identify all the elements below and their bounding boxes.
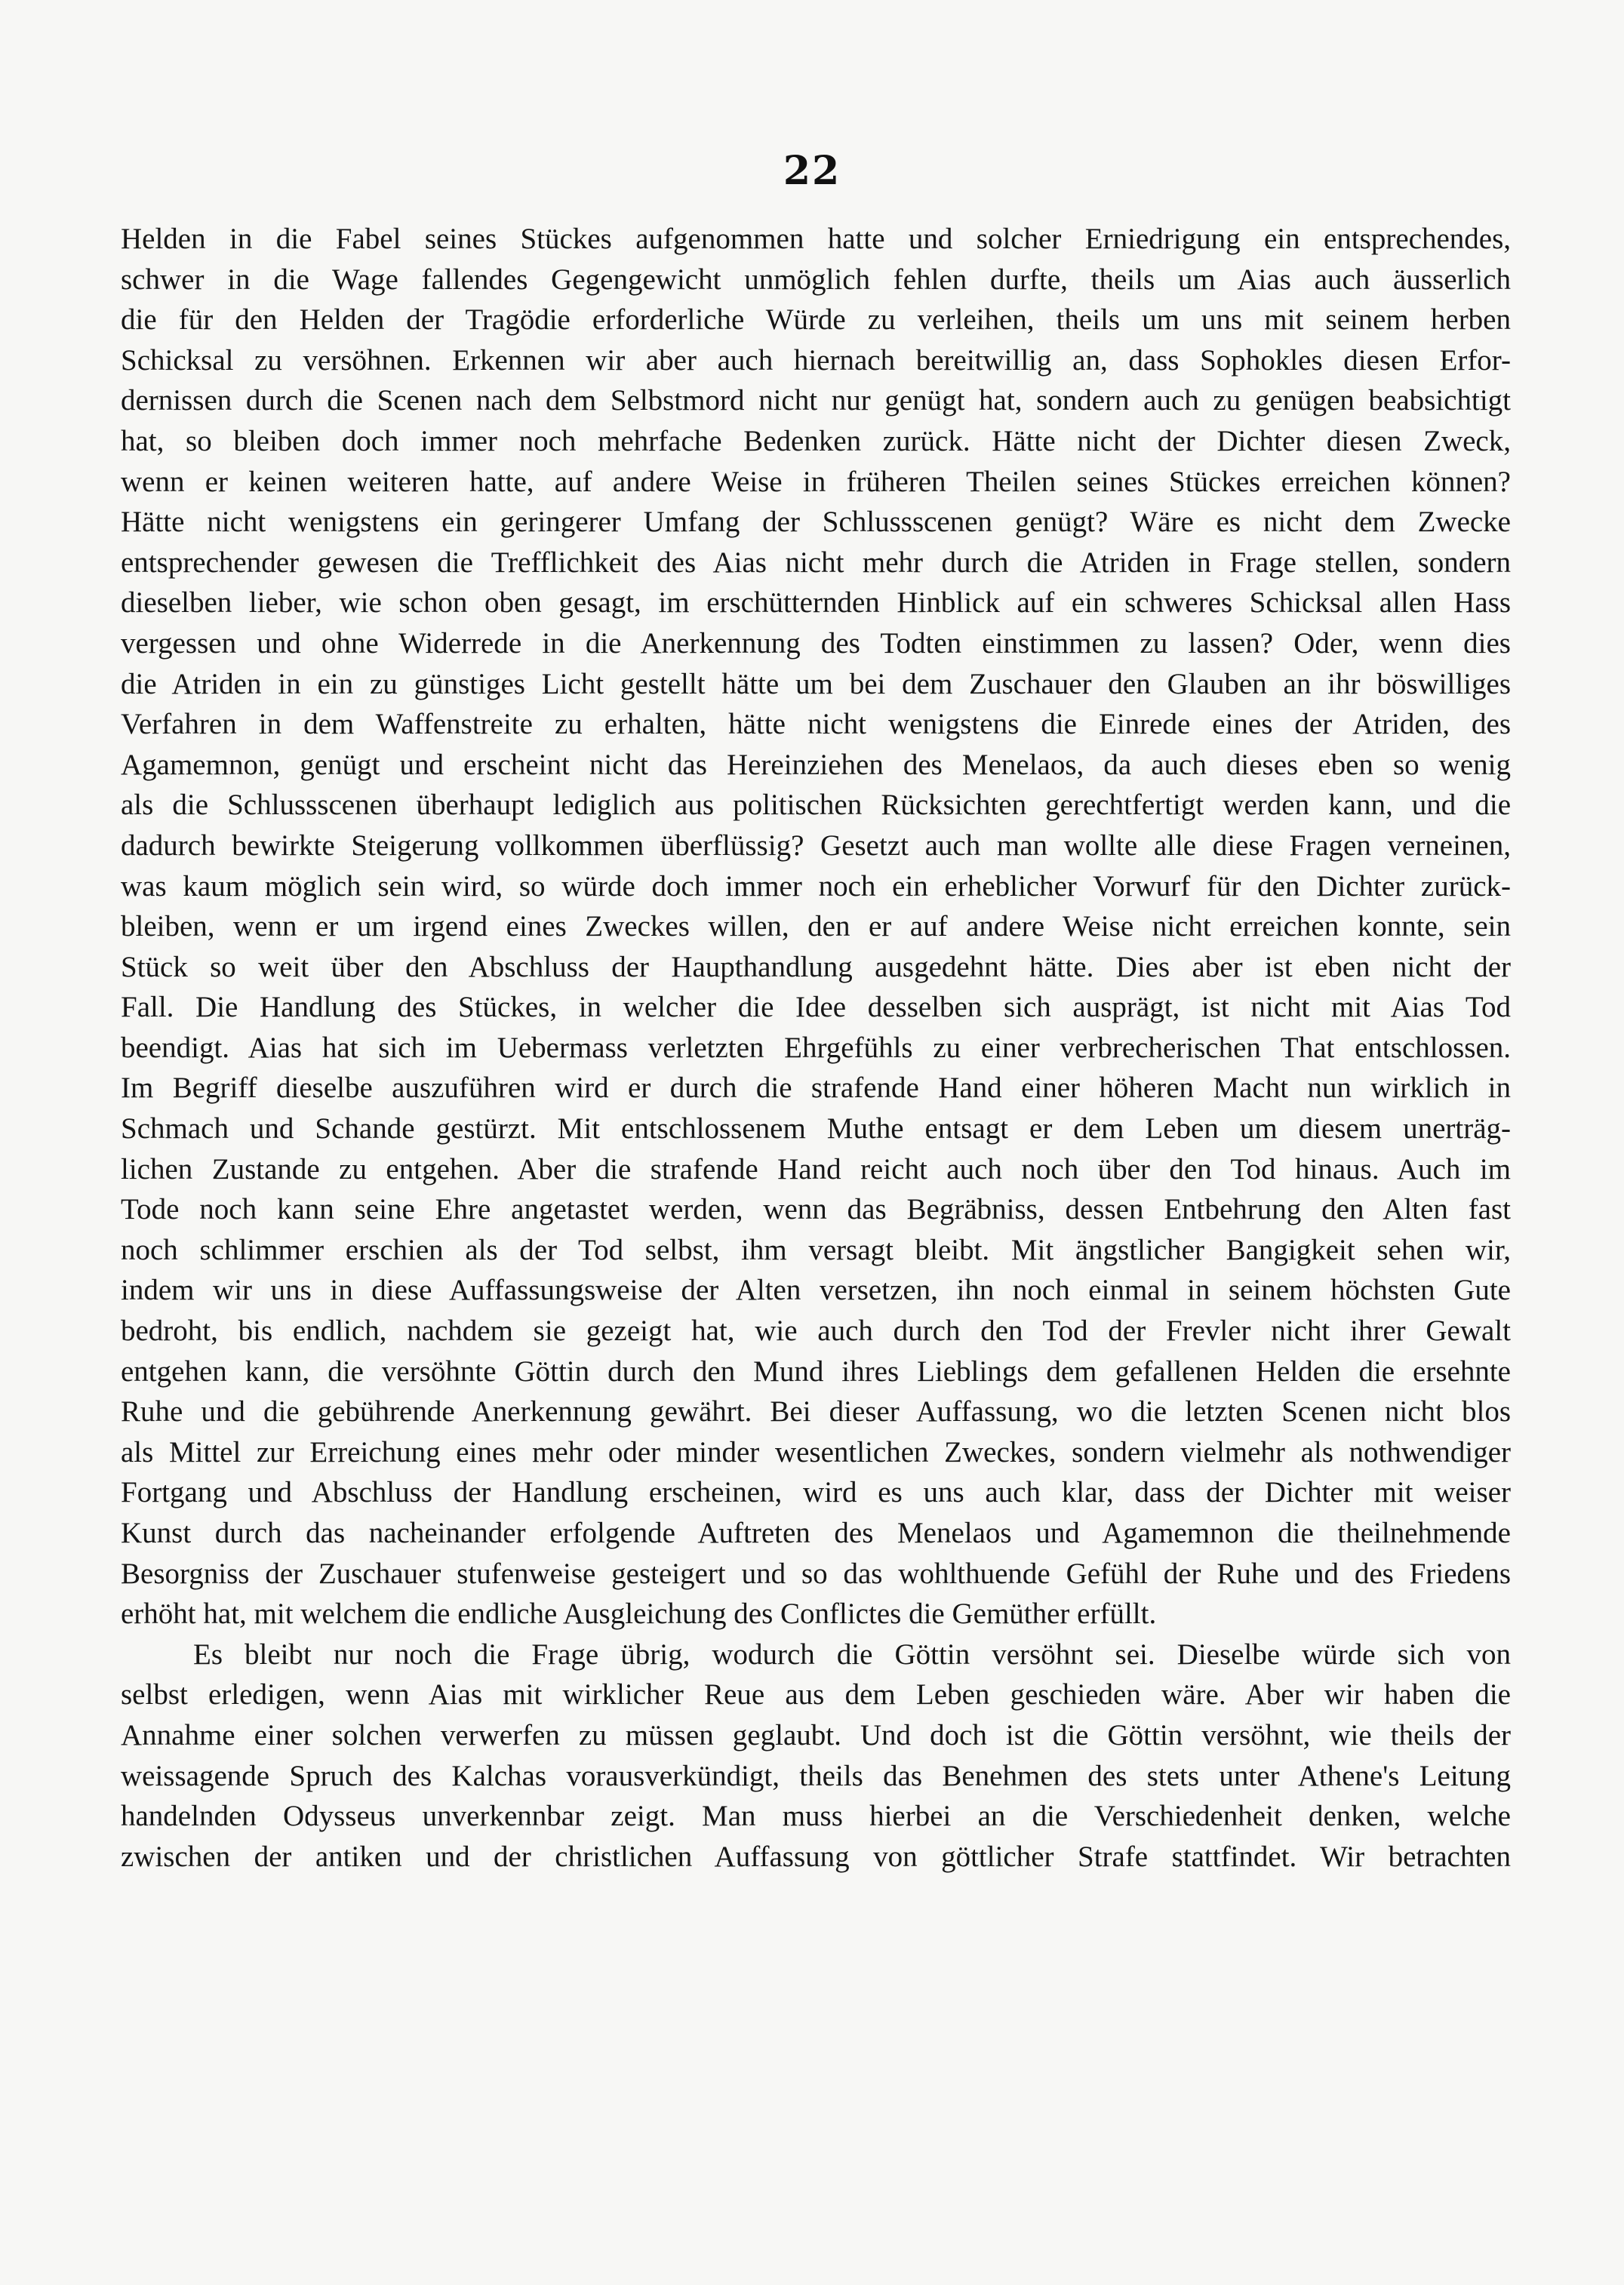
text-line: wenn er keinen weiteren hatte, auf andere Weise in früheren Theilen seines Stückes erreichen können? [121,465,1511,498]
text-line: beendigt. Aias hat sich im Uebermass verletzten Ehrgefühls zu einer verbrecherischen That entschlossen. [121,1031,1511,1064]
text-line: Agamemnon, genügt und erscheint nicht das Hereinziehen des Menelaos, da auch dieses eben so wenig [121,748,1511,781]
text-line: dernissen durch die Scenen nach dem Selbstmord nicht nur genügt hat, sondern auch zu genügen beabsichtigt [121,384,1511,417]
text-line: Fall. Die Handlung des Stückes, in welcher die Idee desselben sich ausprägt, ist nicht mit Aias Tod [121,991,1511,1024]
text-line: als die Schlussscenen überhaupt lediglich aus politischen Rücksichten gerechtfertigt werden kann, und die [121,789,1511,822]
text-line: hat, so bleiben doch immer noch mehrfache Bedenken zurück. Hätte nicht der Dichter diesen Zweck, [121,424,1511,457]
text-line: Fortgang und Abschluss der Handlung erscheinen, wird es uns auch klar, dass der Dichter mit weiser [121,1476,1511,1509]
text-line: entgehen kann, die versöhnte Göttin durch den Mund ihres Lieblings dem gefallenen Helden die ersehnte [121,1355,1511,1388]
page-number: 22 [783,148,841,194]
text-line: Verfahren in dem Waffenstreite zu erhalten, hätte nicht wenigstens die Einrede eines der Atriden, des [121,708,1511,741]
text-line: bedroht, bis endlich, nachdem sie gezeigt hat, wie auch durch den Tod der Frevler nicht ihrer Gewalt [121,1315,1511,1348]
text-line: indem wir uns in diese Auffassungsweise der Alten versetzen, ihn noch einmal in seinem höchsten Gute [121,1274,1511,1307]
text-line: Annahme einer solchen verwerfen zu müssen geglaubt. Und doch ist die Göttin versöhnt, wie theils der [121,1718,1511,1751]
text-line: Stück so weit über den Abschluss der Haupthandlung ausgedehnt hätte. Dies aber ist eben nicht der [121,950,1511,983]
text-line: Schmach und Schande gestürzt. Mit entschlossenem Muthe entsagt er dem Leben um diesem unerträg- [121,1112,1511,1146]
text-line: zwischen der antiken und der christlichen Auffassung von göttlicher Strafe stattfindet. Wir betrachten [121,1840,1511,1873]
text-line: bleiben, wenn er um irgend eines Zweckes willen, den er auf andere Weise nicht erreichen konnte, sein [121,910,1511,943]
text-line: handelnden Odysseus unverkennbar zeigt. Man muss hierbei an die Verschiedenheit denken, welche [121,1800,1511,1833]
text-line: Schicksal zu versöhnen. Erkennen wir aber auch hiernach bereitwillig an, dass Sophokles diesen Erfor- [121,343,1511,377]
text-line: weissagende Spruch des Kalchas vorausverkündigt, theils das Benehmen des stets unter Athene's Leitung [121,1759,1511,1792]
text-line: Im Begriff dieselbe auszuführen wird er durch die strafende Hand einer höheren Macht nun wirklich in [121,1072,1511,1105]
text-line: als Mittel zur Erreichung eines mehr oder minder wesentlichen Zweckes, sondern vielmehr als nothwendiger [121,1435,1511,1468]
text-line: Tode noch kann seine Ehre angetastet werden, wenn das Begräbniss, dessen Entbehrung den Alten fast [121,1193,1511,1226]
text-line: Ruhe und die gebührende Anerkennung gewährt. Bei dieser Auffassung, wo die letzten Scenen nicht blos [121,1395,1511,1429]
text-line: Besorgniss der Zuschauer stufenweise gesteigert und so das wohlthuende Gefühl der Ruhe und des Friedens [121,1557,1511,1590]
text-line: die Atriden in ein zu günstiges Licht gestellt hätte um bei dem Zuschauer den Glauben an ihr böswilliges [121,667,1511,700]
text-line: noch schlimmer erschien als der Tod selbst, ihm versagt bleibt. Mit ängstlicher Bangigkeit sehen wir, [121,1233,1511,1266]
text-line: was kaum möglich sein wird, so würde doch immer noch ein erheblicher Vorwurf für den Dichter zurück- [121,869,1511,903]
text-line: dadurch bewirkte Steigerung vollkommen überflüssig? Gesetzt auch man wollte alle diese Fragen verneinen, [121,829,1511,862]
text-line: Hätte nicht wenigstens ein geringerer Umfang der Schlussscenen genügt? Wäre es nicht dem Zwecke [121,506,1511,539]
body-text [121,219,1511,1877]
text-line: die für den Helden der Tragödie erforderliche Würde zu verleihen, theils um uns mit seinem herben [121,303,1511,337]
text-line: selbst erledigen, wenn Aias mit wirklicher Reue aus dem Leben geschieden wäre. Aber wir haben die [121,1678,1511,1711]
text-line: entsprechender gewesen die Trefflichkeit des Aias nicht mehr durch die Atriden in Frage stellen, sondern [121,546,1511,579]
text-line: vergessen und ohne Widerrede in die Anerkennung des Todten einstimmen zu lassen? Oder, wenn dies [121,626,1511,660]
text-line: lichen Zustande zu entgehen. Aber die strafende Hand reicht auch noch über den Tod hinaus. Auch im [121,1152,1511,1186]
text-line: dieselben lieber, wie schon oben gesagt, im erschütternden Hinblick auf ein schweres Schicksal allen Hass [121,586,1511,620]
text-line: schwer in die Wage fallendes Gegengewicht unmöglich fehlen durfte, theils um Aias auch äusserlich [121,263,1511,296]
text-line: erhöht hat, mit welchem die endliche Ausgleichung des Conflictes die Gemüther erfüllt. [121,1598,1157,1631]
text-line: Kunst durch das nacheinander erfolgende Auftreten des Menelaos und Agamemnon die theilnehmende [121,1517,1511,1549]
text-line: Helden in die Fabel seines Stückes aufgenommen hatte und solcher Erniedrigung ein entsprechendes, [121,223,1511,255]
text-line: Es bleibt nur noch die Frage übrig, wodurch die Göttin versöhnt sei. Dieselbe würde sich von [193,1638,1511,1671]
